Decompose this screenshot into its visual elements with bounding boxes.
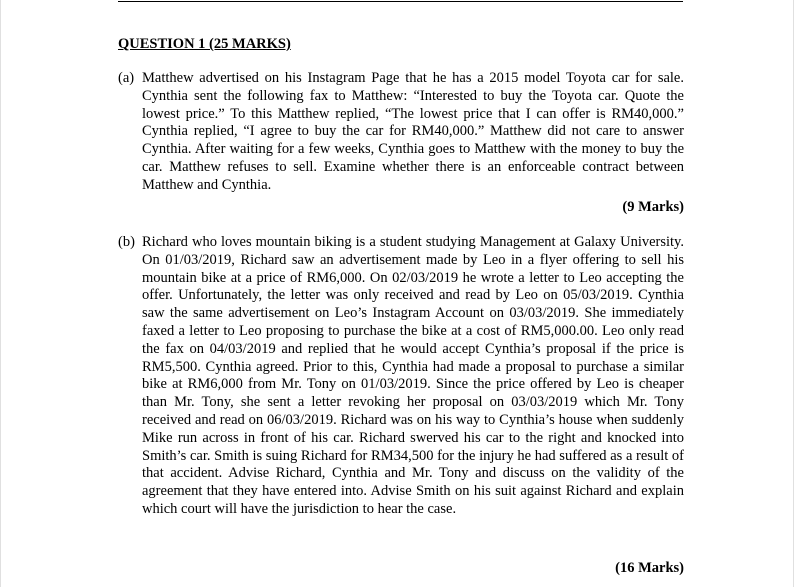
- part-b-text: Richard who loves mountain biking is a student studying Management at Galaxy University. On 01/03/2019, Richard saw an advertisement made by Leo in a flyer offering to sell his mountain bike at a price of RM6,000. On 02/03/2019 he wrote a letter to Leo accepting the offer. Unfortunately, the letter was only received and read by Leo on 05/03/2019. Cynthia saw the same advertisement on Leo’s Instagram Account on 03/03/2019. She immediately faxed a letter to Leo proposing to purchase the bike at a cost of RM5,000.00. Leo only read the fax on 04/03/2019 and replied that he would accept Cynthia’s proposal if the price is RM5,500. Cynthia agreed. Prior to this, Cynthia had made a proposal to purchase a similar bike at RM6,000 from Mr. Tony on 01/03/2019. Since the price offered by Leo is cheaper than Mr. Tony, she sent a letter revoking her proposal on 03/03/2019 which Mr. Tony received and read on 06/03/2019. Richard was on his way to Cynthia’s house when suddenly Mike run across in front of his car. Richard swerved his car to the right and knocked into Smith’s car. Smith is suing Richard for RM34,500 for the injury he had suffered as a result of that accident. Advise Richard, Cynthia and Mr. Tony and discuss on the validity of the agreement that they have entered into. Advise Smith on his suit against Richard and explain which court will have the jurisdiction to hear the case.: [142, 234, 684, 517]
- part-a-text: Matthew advertised on his Instagram Page that he has a 2015 model Toyota car for sale. Cynthia sent the following fax to Matthew: “Interested to buy the Toyota car. Quote the lowest price.” To this Matthew replied, “The lowest price that I can offer is RM40,000.” Cynthia replied, “I agree to buy the car for RM40,000.” Matthew did not care to answer Cynthia. After waiting for a few weeks, Cynthia goes to Matthew with the money to buy the car. Matthew refuses to sell. Examine whether there is an enforceable contract between Matthew and Cynthia.: [142, 70, 684, 193]
- top-rule: [118, 1, 683, 2]
- page-left-border: [0, 0, 1, 587]
- part-b-marks: (16 Marks): [615, 560, 684, 576]
- part-b-label: (b): [118, 234, 135, 250]
- question-part-a: [118, 70, 684, 195]
- question-part-b: [118, 234, 684, 519]
- part-a-label: (a): [118, 70, 135, 86]
- part-a-marks: (9 Marks): [622, 199, 684, 215]
- question-title: QUESTION 1 (25 MARKS): [118, 36, 291, 52]
